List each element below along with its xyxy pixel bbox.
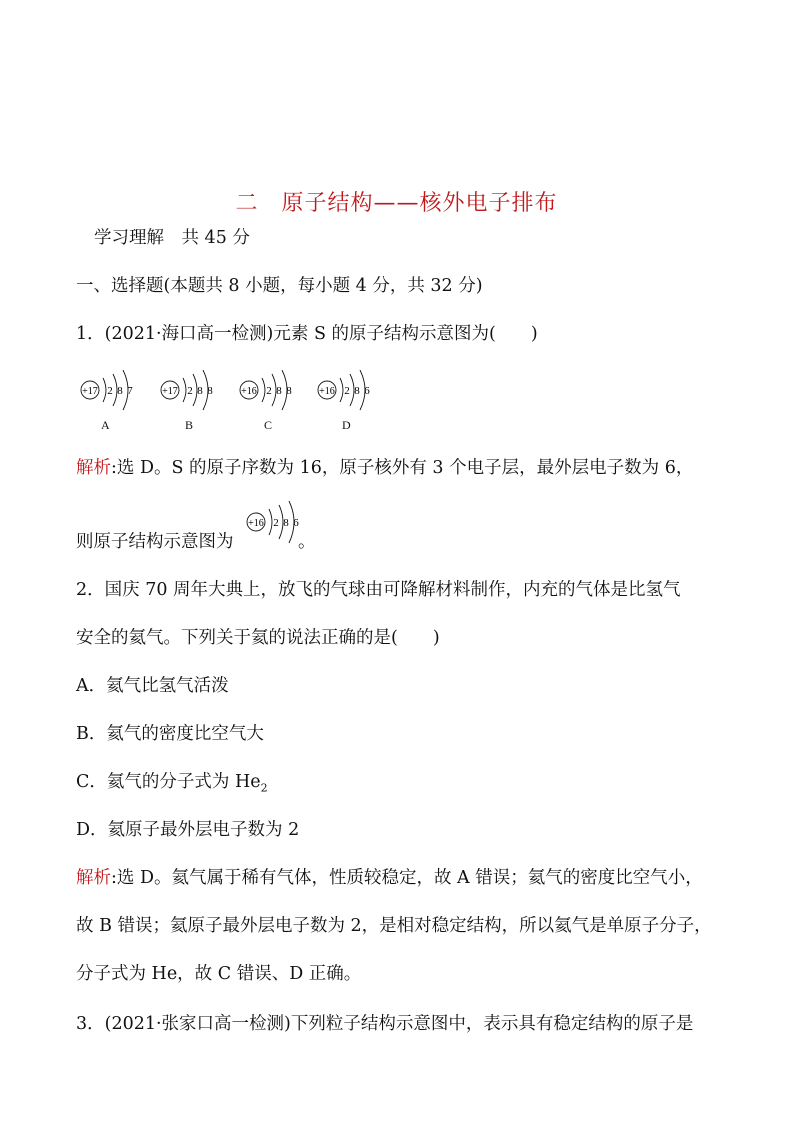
question-1-stem: 1．(2021·海口高一检测)元素 S 的原子结构示意图为( )	[76, 324, 538, 344]
shell-electrons: 8	[283, 517, 289, 529]
question-2-option-b: B．氦气的密度比空气大	[76, 724, 264, 744]
question-2-analysis-line2: 故 B 错误；氦原子最外层电子数为 2，是相对稳定结构，所以氦气是单原子分子，	[76, 916, 712, 936]
question-2-stem-line1: 2．国庆 70 周年大典上，放飞的气球由可降解材料制作，内充的气体是比氢气	[76, 580, 681, 600]
question-2-analysis-line3: 分子式为 He，故 C 错误、D 正确。	[76, 964, 362, 984]
section-header: 学习理解 共 45 分	[94, 228, 250, 248]
nucleus-charge: +16	[248, 518, 264, 529]
shell-electrons: 8	[276, 385, 282, 397]
atom-diagram-d	[317, 370, 381, 414]
nucleus-charge: +17	[162, 386, 178, 397]
question-3-stem-line1: 3．(2021·张家口高一检测)下列粒子结构示意图中，表示具有稳定结构的原子是	[76, 1014, 694, 1034]
analysis-text: :选 D。S 的原子序数为 16，原子核外有 3 个电子层，最外层电子数为 6，	[111, 458, 694, 478]
shell-electrons: 2	[344, 385, 350, 397]
shell-electrons: 6	[293, 517, 299, 529]
shell-electrons: 8	[286, 385, 292, 397]
analysis-text: :选 D。氦气属于稀有气体，性质较稳定，故 A 错误；氦气的密度比空气小，	[111, 868, 703, 888]
shell-electrons: 8	[207, 385, 213, 397]
option-label-c: C	[264, 418, 273, 432]
analysis-tag: 解析	[76, 868, 111, 888]
nucleus-charge: +16	[319, 386, 335, 397]
analysis-period: 。	[298, 532, 316, 552]
atom-diagram-b	[160, 370, 224, 414]
question-2-stem-line2: 安全的氦气。下列关于氦的说法正确的是( )	[76, 628, 440, 648]
shell-electrons: 2	[187, 385, 193, 397]
shell-electrons: 6	[364, 385, 370, 397]
option-label-b: B	[185, 418, 194, 432]
question-1-analysis-line2	[76, 530, 234, 554]
atom-diagram-a	[80, 370, 144, 414]
analysis-text: 则原子结构示意图为	[76, 532, 234, 552]
nucleus-charge: +17	[82, 386, 98, 397]
analysis-tag: 解析	[76, 458, 111, 478]
part-header: 一、选择题(本题共 8 小题，每小题 4 分，共 32 分)	[76, 276, 483, 296]
shell-electrons: 8	[354, 385, 360, 397]
shell-electrons: 7	[127, 385, 133, 397]
question-1-analysis	[76, 456, 693, 480]
question-2-option-c	[76, 770, 268, 801]
shell-electrons: 2	[107, 385, 113, 397]
nucleus-charge: +16	[241, 386, 257, 397]
shell-electrons: 2	[273, 517, 279, 529]
page-title: 二 原子结构——核外电子排布	[235, 191, 558, 216]
option-text: C．氦气的分子式为 He	[76, 772, 261, 792]
shell-electrons: 8	[197, 385, 203, 397]
option-label-a: A	[101, 418, 110, 432]
question-2-analysis-line1	[76, 866, 703, 890]
question-2-option-d: D．氦原子最外层电子数为 2	[76, 820, 300, 840]
shell-electrons: 2	[266, 385, 272, 397]
question-2-option-a: A．氦气比氢气活泼	[76, 676, 229, 696]
shell-electrons: 8	[117, 385, 123, 397]
atom-diagram-c	[239, 370, 303, 414]
subscript: 2	[260, 781, 268, 795]
option-label-d: D	[342, 418, 351, 432]
